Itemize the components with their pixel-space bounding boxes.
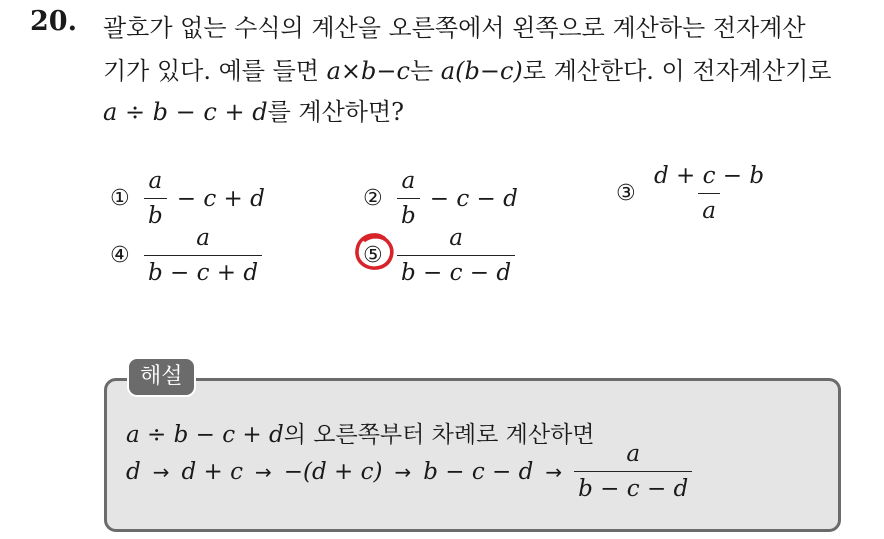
arrow-icon: →: [255, 459, 272, 484]
fraction-numerator: a: [401, 168, 416, 194]
solution-tag: 해설: [127, 357, 196, 397]
fraction-denominator: b: [144, 198, 167, 230]
question-line-1: 괄호가 없는 수식의 계산을 오른쪽에서 왼쪽으로 계산하는 전자계산: [103, 14, 806, 42]
arrow-icon: →: [394, 459, 412, 484]
solution-step: d: [126, 458, 141, 485]
question-text: 를 계산하면?: [267, 98, 404, 126]
choice-rest: − c − d: [429, 185, 518, 212]
choice-rest: − c + d: [176, 185, 265, 212]
choice-number: ①: [110, 186, 130, 211]
solution-step: b − c − d: [423, 458, 534, 485]
question-line-2: [103, 55, 831, 87]
choice-number: ⑤: [363, 243, 383, 268]
choice-3[interactable]: [616, 162, 768, 225]
fraction-numerator: a: [196, 225, 210, 251]
question-text: 기가 있다. 예를 들면: [103, 57, 327, 85]
arrow-icon: →: [152, 459, 170, 484]
fraction-denominator: a: [698, 193, 720, 225]
fraction-numerator: a: [626, 441, 641, 467]
choice-2[interactable]: [363, 167, 518, 230]
fraction-denominator: b − c + d: [144, 255, 262, 287]
arrow-icon: →: [545, 459, 563, 484]
choice-fraction: [144, 167, 167, 230]
question-number: 20.: [30, 6, 77, 37]
choice-number: ④: [110, 243, 130, 268]
answer-circle-mark: [354, 232, 396, 272]
solution-line-2: [126, 440, 692, 503]
choice-fraction: [650, 162, 768, 225]
fraction-denominator: b − c − d: [574, 471, 692, 503]
choice-4[interactable]: [110, 224, 262, 287]
fraction-numerator: d + c − b: [654, 163, 765, 189]
choice-fraction: [144, 224, 262, 287]
question-text: 로 계산한다. 이 전자계산기로: [522, 57, 832, 85]
target-expression: a ÷ b − c + d: [103, 98, 268, 126]
example-result: a(b−c): [440, 57, 523, 85]
choice-fraction: [397, 167, 420, 230]
solution-step: −(d + c): [283, 458, 383, 485]
fraction-denominator: b: [397, 198, 420, 230]
solution-final-fraction: [574, 440, 692, 503]
fraction-numerator: a: [449, 225, 463, 251]
solution-step: d + c: [181, 458, 243, 485]
fraction-denominator: b − c − d: [397, 255, 515, 287]
choice-number: ③: [616, 181, 636, 206]
solution-text: 의 오른쪽부터 차례로 계산하면: [283, 422, 595, 448]
solution-expression: a ÷ b − c + d: [126, 422, 284, 448]
choice-1[interactable]: [110, 167, 265, 230]
choice-fraction: [397, 224, 515, 287]
fraction-numerator: a: [148, 168, 163, 194]
example-expression: a×b−c: [326, 57, 410, 85]
question-line-3: [103, 96, 404, 128]
question-text: 는: [409, 57, 441, 85]
choice-number: ②: [363, 186, 383, 211]
